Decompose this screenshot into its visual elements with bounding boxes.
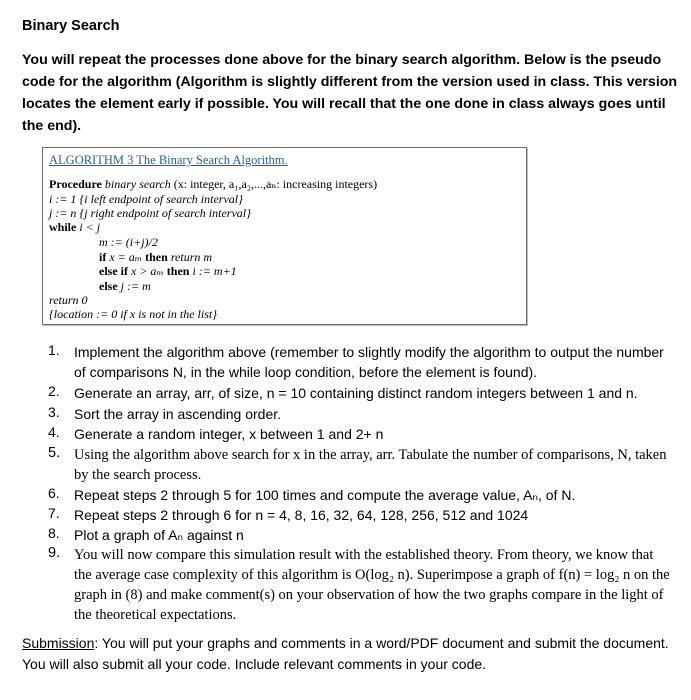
step-text: Plot a graph of Aₙ against n [74,527,244,543]
while-condition: i < j [79,220,101,234]
then-keyword: then [145,250,168,264]
procedure-name: binary search [104,177,171,191]
algorithm-heading: ALGORITHM 3 The Binary Search Algorithm. [49,153,288,167]
else-line [99,279,151,294]
else-statement: j := m [120,279,151,293]
step-number: 8. [48,525,60,541]
algorithm-box [42,147,527,325]
comment-i: {i left endpoint of search interval} [79,192,243,206]
intro-paragraph: You will repeat the processes done above for the binary search algorithm. Below is the pseudo code for the algorithm (Algorithm is slightly different from the version used in class. This version locates the element early if possible. You will recall that the one done in class always goes until the end). [22,52,678,134]
procedure-keyword: Procedure [49,177,102,191]
else-if-condition: x > aₘ [131,264,164,278]
return-m: return m [170,250,213,264]
location-comment-line: {location := 0 if x is not in the list} [49,307,218,321]
if-condition: x = aₘ [109,250,143,264]
else-if-line [99,264,237,279]
step-number: 4. [48,424,60,440]
submission-paragraph [22,633,672,675]
step-number: 6. [48,485,60,501]
then-keyword-2: then [166,264,190,278]
return-zero-line: return 0 [49,293,88,307]
step-text: Repeat steps 2 through 6 for n = 4, 8, 16, 32, 64, 128, 256, 512 and 1024 [74,507,529,523]
midpoint-line: m := (i+j)/2 [99,235,158,249]
else-keyword: else [99,279,118,293]
while-line [49,220,100,235]
step-text: Sort the array in ascending order. [74,406,282,422]
init-i: i := 1 [49,192,77,206]
while-keyword: while [49,220,77,234]
step-number: 9. [48,545,61,561]
if-keyword: if [99,250,107,264]
comment-j: {j right endpoint of search interval} [79,206,251,220]
submission-text: : You will put your graphs and comments in a word/PDF document and submit the document. You will also submit all your code. Include relevant comments in your code. [22,635,669,672]
step-text: Generate a random integer, x between 1 and 2+ n [74,426,384,442]
init-i-line [49,192,243,207]
step-number: 5. [48,445,61,461]
init-j-line [49,206,251,221]
step-number: 1. [48,342,60,358]
procedure-args: (x: integer, a₁,a₂,...,aₙ: increasing integers) [173,177,378,191]
step-number: 7. [48,505,60,521]
procedure-line [49,177,377,192]
init-j: j := n [49,206,77,220]
step-text: Repeat steps 2 through 5 for 100 times and compute the average value, Aₙ, of N. [74,487,576,503]
then-assign-i: i := m+1 [192,264,237,278]
if-line [99,250,212,265]
step-text: Generate an array, arr, of size, n = 10 containing distinct random integers between 1 and n. [74,385,638,401]
step-number: 2. [48,383,60,399]
page-title: Binary Search [22,18,120,34]
step-text: Using the algorithm above search for x in the array, arr. Tabulate the number of comparisons, N, taken by the search process. [74,447,667,483]
else-if-keyword: else if [99,264,128,278]
step-text: Implement the algorithm above (remember to slightly modify the algorithm to output the number of comparisons N, in the while loop condition, before the element is found). [74,344,664,380]
step-text: You will now compare this simulation result with the established theory. From theory, we know that the average case complexity of this algorithm is O(log₂ n). Superimpose a graph of f(n) = log₂ n on the graph in (8) and make comment(s) on your observation of how the two graphs compare in the light of the theoretical expectations. [74,547,670,623]
submission-label: Submission [22,635,95,651]
step-number: 3. [48,404,60,420]
